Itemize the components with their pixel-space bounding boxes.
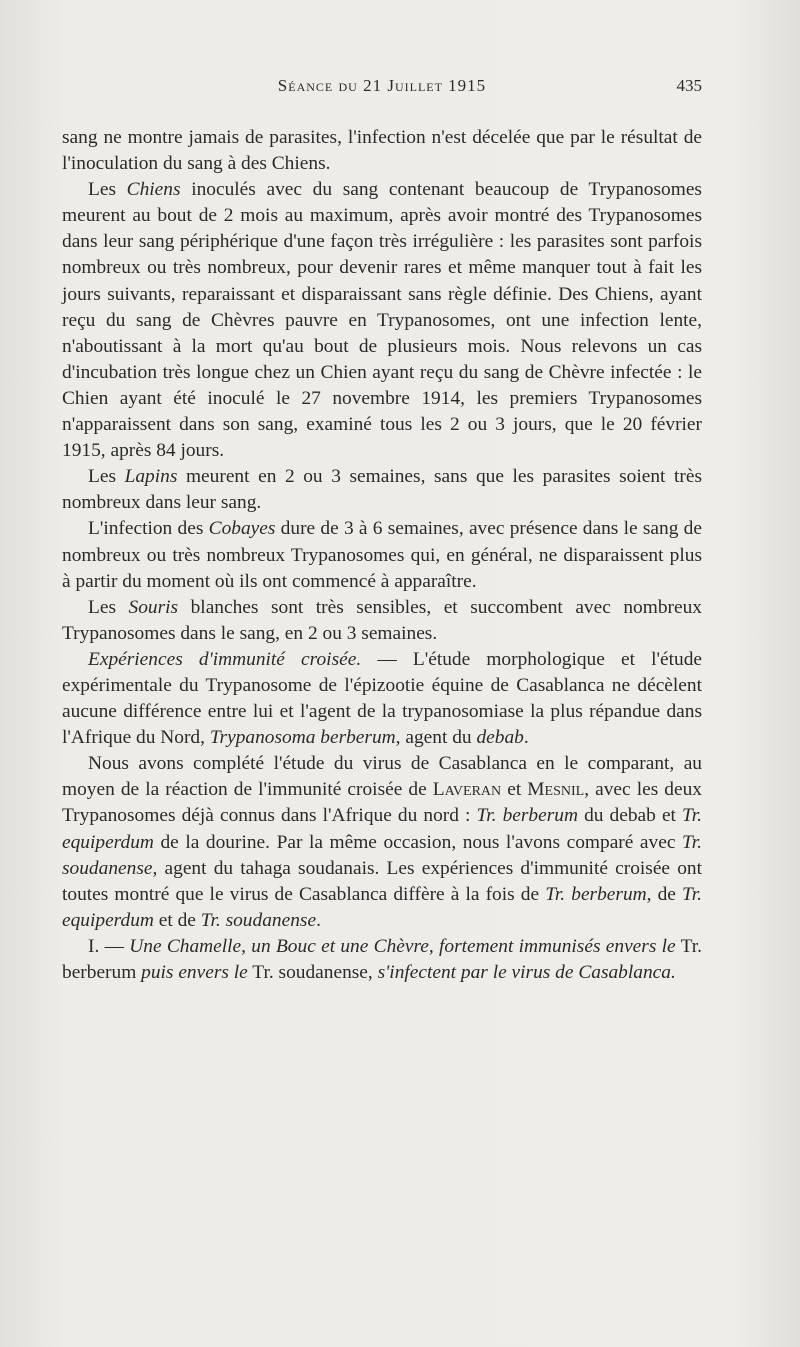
paragraph-text: dure de 3 à 6 semaines, avec présence dans le sang de nombreux ou très nombreux Trypanosomes qui, en général, ne disparaissent plus à partir du moment où ils ont commencé à apparaître. <box>62 518 702 592</box>
paragraph-text: . <box>316 909 321 931</box>
paragraph-text: , agent du tahaga soudanais. Les expériences d'immunité croisée ont toutes montré que le virus de Casablanca diffère à la fois de <box>62 857 702 905</box>
animal-term: Souris <box>128 596 179 618</box>
species-name: Tr. soudanense <box>62 831 702 879</box>
running-header <box>62 76 702 106</box>
experiment-number: I. — <box>88 935 130 957</box>
paragraph-text: et de <box>153 909 201 931</box>
paragraph-guinea-pigs <box>62 516 702 594</box>
section-heading: Expériences d'immunité croisée. <box>88 648 362 670</box>
species-name: Tr. berberum <box>545 883 647 905</box>
experiment-text: Une Chamelle, un Bouc et une Chèvre, fortement immunisés envers le <box>129 935 676 957</box>
paragraph-lead: Les <box>88 466 125 488</box>
author-name: Mesnil <box>527 779 585 801</box>
experiment-text: s'infectent par le virus de Casablanca. <box>377 962 676 983</box>
paragraph-comparison <box>62 751 702 934</box>
paragraph-experiment-1 <box>62 934 702 986</box>
species-name: Tr. berberum <box>476 805 578 827</box>
paragraph-dogs <box>62 177 702 464</box>
paragraph-1: sang ne montre jamais de parasites, l'infection n'est décelée que par le résultat de l'inoculation du sang à des Chiens. <box>62 127 702 175</box>
paragraph-lead: L'infection des <box>88 518 209 540</box>
species-name: Tr. soudanense <box>200 909 317 931</box>
paragraph-text: meurent en 2 ou 3 semaines, sans que les parasites soient très nombreux dans leur sang. <box>62 466 702 514</box>
paragraph-cross-immunity <box>62 647 702 751</box>
paragraph-text: et <box>501 779 528 801</box>
paragraph-text: , avec les deux Trypanosomes déjà connus dans l'Afrique du nord : <box>62 779 703 827</box>
page-number: 435 <box>676 76 702 95</box>
running-title: Séance du 21 Juillet 1915 <box>277 76 487 95</box>
paragraph-text: . <box>523 727 529 749</box>
species-name: Tr. soudanense, <box>247 962 378 983</box>
paragraph-lead: Les <box>88 596 129 618</box>
animal-term: Lapins <box>124 466 178 488</box>
paragraph-text: Nous avons complété l'étude du virus de Casablanca en le comparant, au moyen de la réaction de l'immunité croisée de <box>62 753 702 801</box>
author-name: Laveran <box>432 779 502 801</box>
paragraph-lead: Les <box>88 179 127 201</box>
species-name: Trypanosoma berberum <box>209 727 396 749</box>
animal-term: Cobayes <box>208 518 276 540</box>
paragraph-text: blanches sont très sensibles, et succombent avec nombreux Trypanosomes dans le sang, en 2 ou 3 semaines. <box>62 596 702 644</box>
paragraph-rabbits <box>62 464 702 516</box>
paragraph-text: , agent du <box>395 727 477 749</box>
paragraph-text: du debab et <box>577 805 683 827</box>
paragraph-text: inoculés avec du sang contenant beaucoup de Trypanosomes meurent au bout de 2 mois au maximum, après avoir montré des Trypanosomes dans leur sang périphérique d'une façon très irrégulière : les parasites sont parfois nombreux ou très nombreux, pour devenir rares et même manquer tout à fait les jours suivants, reparaissant et disparaissant sans règle définie. Des Chiens, ayant reçu du sang de Chèvres pauvre en Trypanosomes, ont une infection lente, n'aboutissant à la mort qu'au bout de plusieurs mois. Nous relevons un cas d'incubation très longue chez un Chien ayant reçu du sang de Chèvre infectée : le Chien ayant été inoculé le 27 novembre 1914, les premiers Trypanosomes n'apparaissent dans son sang, examiné tous les 2 ou 3 jours, que le 20 février 1915, après 84 jours. <box>62 179 702 462</box>
experiment-text: puis envers le <box>141 962 248 983</box>
paragraph-text: — L'étude morphologique et l'étude expérimentale du Trypanosome de l'épizootie équine de Casablanca ne décèlent aucune différence entre lui et l'agent de la trypanosomiase la plus répandue dans l'Afrique du Nord, <box>62 648 703 749</box>
paragraph-mice <box>62 595 702 647</box>
disease-name: debab <box>476 727 524 749</box>
paragraph-text: de la dourine. Par la même occasion, nous l'avons comparé avec <box>153 831 683 853</box>
paragraph-text: , de <box>646 883 683 905</box>
body-text <box>62 125 702 986</box>
species-name: Tr. equiperdum <box>62 883 702 931</box>
animal-term: Chiens <box>126 179 181 201</box>
species-name: Tr. equiperdum <box>62 805 702 853</box>
species-name: Tr. berberum <box>62 935 702 983</box>
